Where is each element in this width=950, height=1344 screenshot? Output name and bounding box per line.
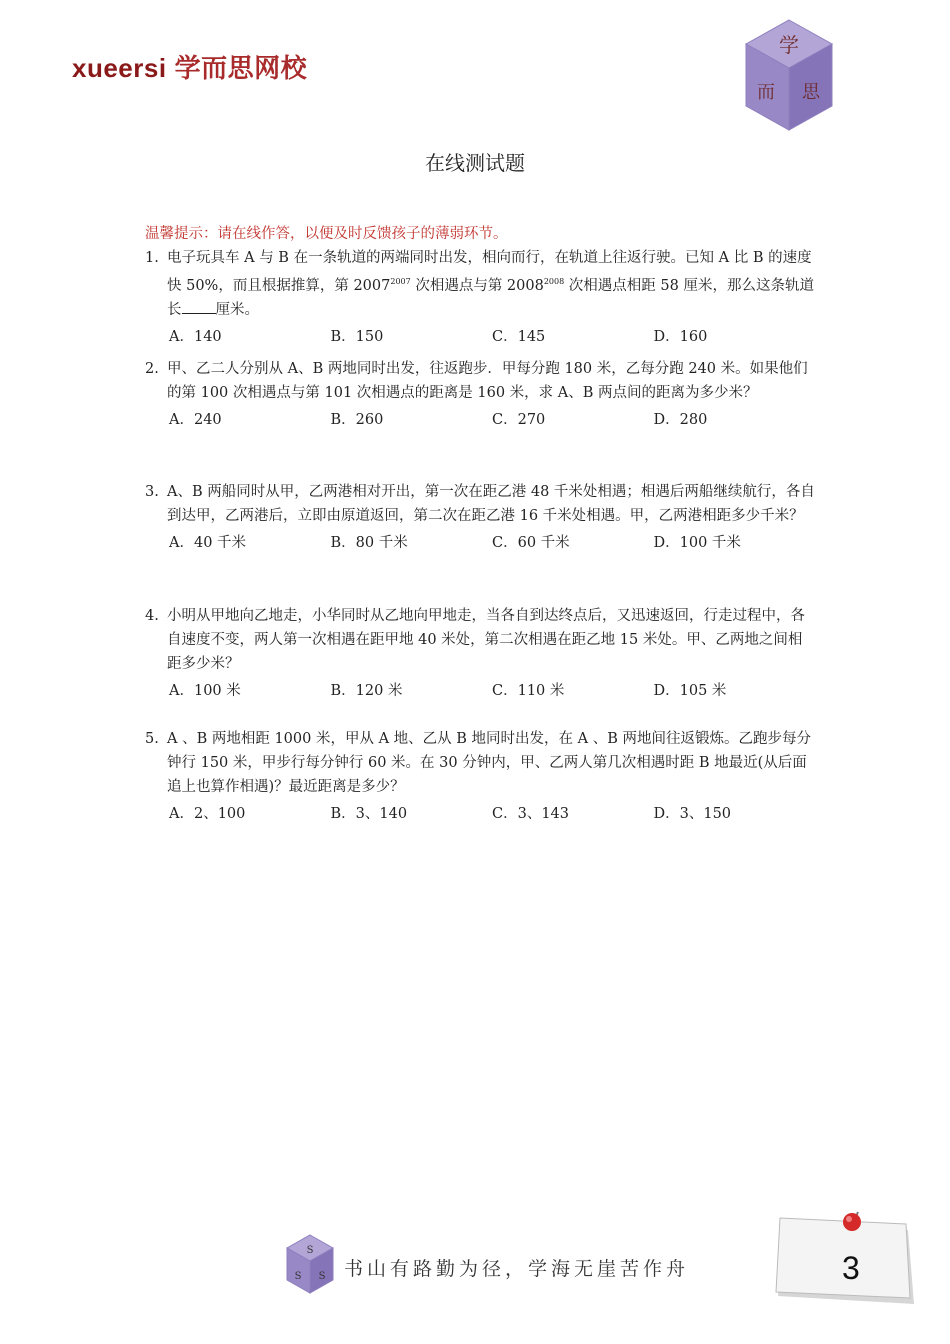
- option-d[interactable]: D．105 米: [653, 683, 727, 699]
- option-a[interactable]: A．2、100: [169, 806, 246, 822]
- question-number: 5.: [145, 731, 159, 747]
- superscript: 2007: [390, 277, 411, 286]
- cube-char-left: 而: [757, 82, 775, 103]
- options-row: [169, 531, 815, 555]
- option-b[interactable]: B．150: [330, 328, 384, 345]
- question-3: [145, 480, 815, 555]
- option-b[interactable]: B．260: [330, 412, 384, 428]
- question-5: [145, 727, 815, 826]
- option-a[interactable]: A．240: [169, 412, 222, 428]
- question-stem: 电子玩具车 A 与 B 在一条轨道的两端同时出发，相向而行，在轨道上往返行驶。已知 A 比 B 的速度快 50%，而且根据推算，第 $2007^{2007}$ 次相遇点与第 $2008^{2008}$ 次相遇点相距 58 厘米，那么这条轨道长 厘米。: [167, 250, 814, 318]
- question-stem: A 、B 两地相距 1000 米，甲从 A 地、乙从 B 地同时出发，在 A 、B 两地间往返锻炼。乙跑步每分钟行 150 米，甲步行每分钟行 60 米。在 30 分钟内，甲、乙两人第几次相遇时距 B 地最近(从后面追上也算作相遇)？最近距离是多少？: [167, 731, 811, 795]
- question-number: 3.: [145, 484, 159, 500]
- options-row: [169, 679, 815, 703]
- question-4: [145, 604, 815, 703]
- question-number: 2.: [145, 361, 159, 377]
- cube-char-right: 思: [802, 82, 820, 103]
- option-b[interactable]: B．120 米: [330, 683, 403, 699]
- footer-cube-icon: [286, 1234, 334, 1294]
- option-c[interactable]: C．145: [492, 328, 546, 345]
- brand-logo: [72, 48, 307, 85]
- option-b[interactable]: B．3、140: [330, 806, 408, 822]
- question-stem: 甲、乙二人分别从 A、B 两地同时出发，往返跑步．甲每分跑 180 米，乙每分跑 240 米。如果他们的第 100 次相遇点与第 101 次相遇点的距离是 160 米，求 A、B 两点间的距离为多少米？: [167, 361, 808, 401]
- cube-char-top: 学: [779, 33, 799, 57]
- pushpin-icon: [843, 1213, 861, 1231]
- footer-motto: 书山有路勤为径，学海无崖苦作舟: [344, 1258, 690, 1280]
- question-number: 4.: [145, 608, 159, 624]
- option-d[interactable]: D．100 千米: [653, 535, 741, 551]
- option-c[interactable]: C．3、143: [492, 806, 569, 822]
- logo-chinese: 学而思网校: [174, 53, 308, 83]
- option-c[interactable]: C．270: [492, 412, 546, 428]
- options-row: [169, 325, 815, 349]
- footer-cube-char-top: S: [306, 1245, 314, 1256]
- footer-cube-char-right: S: [318, 1271, 326, 1282]
- footer-cube-char-left: S: [294, 1271, 302, 1282]
- answer-blank[interactable]: [182, 299, 216, 314]
- logo-latin: xueersi: [72, 53, 167, 83]
- tip-text: 温馨提示：请在线作答，以便及时反馈孩子的薄弱环节。: [145, 226, 508, 242]
- option-c[interactable]: C．60 千米: [492, 535, 570, 551]
- option-d[interactable]: D．160: [653, 328, 708, 345]
- superscript: 2008: [543, 277, 565, 286]
- option-d[interactable]: D．3、150: [653, 806, 732, 822]
- option-c[interactable]: C．110 米: [492, 683, 565, 699]
- options-row: [169, 408, 815, 432]
- option-a[interactable]: A．140: [169, 328, 222, 345]
- question-2: [145, 357, 815, 432]
- question-stem: 小明从甲地向乙地走，小华同时从乙地向甲地走，当各自到达终点后，又迅速返回，行走过程中，各自速度不变，两人第一次相遇在距甲地 40 米处，第二次相遇在距乙地 15 米处。甲、乙两地之间相距多少米？: [167, 608, 805, 672]
- page-number: 3: [842, 1250, 860, 1286]
- brand-cube-icon: [744, 18, 834, 132]
- question-stem: A、B 两船同时从甲，乙两港相对开出，第一次在距乙港 48 千米处相遇；相遇后两船继续航行，各自到达甲，乙两港后，立即由原道返回，第二次在距乙港 16 千米处相遇。甲，乙两港相距多少千米？: [167, 484, 815, 524]
- option-a[interactable]: A．100 米: [169, 683, 241, 699]
- option-d[interactable]: D．280: [653, 412, 708, 428]
- question-1: [145, 246, 815, 349]
- question-number: 1.: [145, 250, 159, 266]
- option-b[interactable]: B．80 千米: [330, 535, 408, 551]
- option-a[interactable]: A．40 千米: [169, 535, 247, 551]
- options-row: [169, 802, 815, 826]
- page-title: 在线测试题: [425, 151, 525, 175]
